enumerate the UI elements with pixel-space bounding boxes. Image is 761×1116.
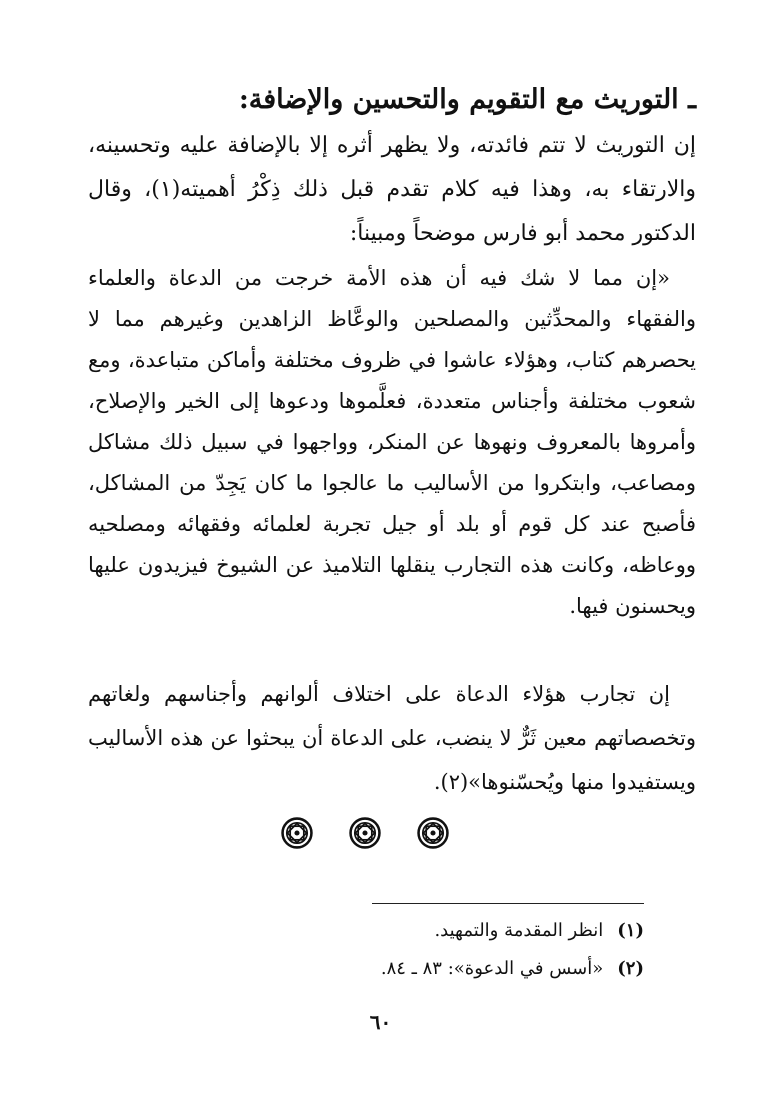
ornament-divider — [280, 813, 450, 853]
footnote-number: (٢) — [617, 958, 644, 979]
footnote-number: (١) — [617, 920, 644, 941]
ornament-icon — [280, 816, 314, 850]
footnote-text: انظر المقدمة والتمهيد. — [434, 920, 604, 941]
footnote-separator — [372, 903, 644, 904]
footnote-2 — [200, 950, 644, 988]
ornament-icon — [348, 816, 382, 850]
footnote-text: «أسس في الدعوة»: ٨٣ ـ ٨٤. — [380, 958, 604, 979]
paragraph-intro: إن التوريث لا تتم فائدته، ولا يظهر أثره إلا بالإضافة عليه وتحسينه، والارتقاء به، وهذا فيه كلام تقدم قبل ذلك ذِكْرُ أهميته(١)، وقال الدكتور محمد أبو فارس موضحاً ومبيناً: — [88, 133, 696, 246]
ornament-icon — [416, 816, 450, 850]
paragraph-quote: «إن مما لا شك فيه أن هذه الأمة خرجت من الدعاة والعلماء والفقهاء والمحدِّثين والمصلحين والوعَّاظ الزاهدين وغيرهم مما لا يحصرهم كتاب، وهؤلاء عاشوا في ظروف مختلفة وأماكن متباعدة، ومع شعوب مختلفة وأجناس متعددة، فعلَّموها ودعوها إلى الخير والإصلاح، وأمروها بالمعروف ونهوها عن المنكر، وواجهوا في سبيل ذلك مشاكل ومصاعب، وابتكروا من الأساليب ما عالجوا ما كان يَجِدّ من المشاكل، فأصبح عند كل قوم أو بلد أو جيل تجربة لعلمائه وفقهائه ومصلحيه ووعاظه، وكانت هذه التجارب ينقلها التلاميذ عن الشيوخ فيزيدون عليها ويحسنون فيها. — [88, 266, 696, 618]
paragraph-quote-end: إن تجارب هؤلاء الدعاة على اختلاف ألوانهم وأجناسهم ولغاتهم وتخصصاتهم معين ثَرٌّ لا ينضب، على الدعاة أن يبحثوا عن هذه الأساليب ويستفيدوا منها ويُحسّنوها»(٢). — [88, 682, 696, 794]
page-number: ٦٠ — [369, 1010, 392, 1034]
footnotes — [200, 912, 644, 988]
footnote-1 — [200, 912, 644, 950]
section-heading: ـ التوريث مع التقويم والتحسين والإضافة: — [238, 84, 696, 115]
